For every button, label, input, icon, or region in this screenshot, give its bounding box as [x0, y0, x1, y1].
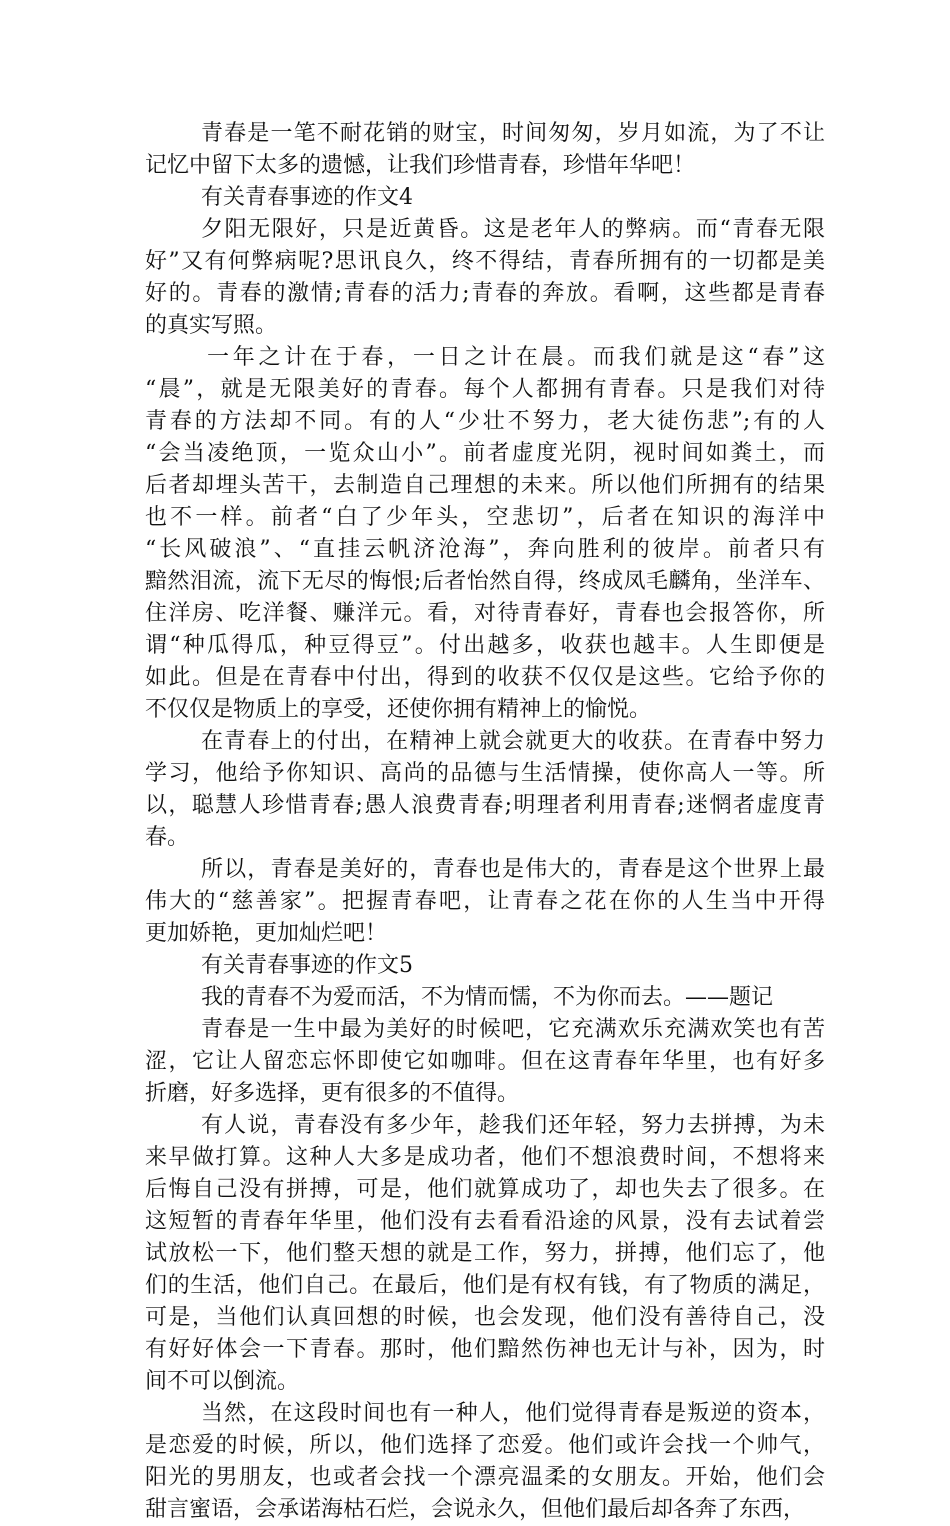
text-line: 是恋爱的时候，所以，他们选择了恋爱。他们或许会找一个帅气，	[145, 1433, 825, 1458]
text-line: 好”又有何弊病呢?思讯良久，终不得结，青春所拥有的一切都是美	[145, 249, 825, 274]
text-line: 学习，他给予你知识、高尚的品德与生活情操，使你高人一等。所	[145, 761, 825, 786]
text-line: 青春的方法却不同。有的人“少壮不努力，老大徒伤悲”;有的人	[145, 409, 825, 434]
text-line: 有人说，青春没有多少年，趁我们还年轻，努力去拼搏，为未	[201, 1113, 825, 1138]
text-line: 夕阳无限好，只是近黄昏。这是老年人的弊病。而“青春无限	[201, 217, 825, 242]
text-line: 更加娇艳，更加灿烂吧！	[145, 921, 388, 946]
text-line: 有关青春事迹的作文4	[201, 185, 413, 210]
text-line: 甜言蜜语，会承诺海枯石烂，会说永久，但他们最后却各奔了东西，	[145, 1497, 806, 1522]
text-line: 们的生活，他们自己。在最后，他们是有权有钱，有了物质的满足，	[145, 1273, 825, 1298]
text-line: 涩，它让人留恋忘怀即使它如咖啡。但在这青春年华里，也有好多	[145, 1049, 825, 1074]
text-line: 后者却埋头苦干，去制造自己理想的未来。所以他们所拥有的结果	[145, 473, 825, 498]
text-line: 这短暂的青春年华里，他们没有去看看沿途的风景，没有去试着尝	[145, 1209, 825, 1234]
text-line: 可是，当他们认真回想的时候，也会发现，他们没有善待自己，没	[145, 1305, 825, 1330]
text-line: 青春是一生中最为美好的时候吧，它充满欢乐充满欢笑也有苦	[201, 1017, 825, 1042]
text-line: 后悔自己没有拼搏，可是，他们就算成功了，却也失去了很多。在	[145, 1177, 825, 1202]
text-line: 当然，在这段时间也有一种人，他们觉得青春是叛逆的资本，	[201, 1401, 825, 1426]
text-line: 不仅仅是物质上的享受，还使你拥有精神上的愉悦。	[145, 697, 652, 722]
text-line: 伟大的“慈善家”。把握青春吧，让青春之花在你的人生当中开得	[145, 889, 825, 914]
text-line: 谓“种瓜得瓜，种豆得豆”。付出越多，收获也越丰。人生即便是	[145, 633, 825, 658]
text-line: 如此。但是在青春中付出，得到的收获不仅仅是这些。它给予你的	[145, 665, 825, 690]
text-line: 所以，青春是美好的，青春也是伟大的，青春是这个世界上最	[201, 857, 825, 882]
text-line: 有好好体会一下青春。那时，他们黯然伤神也无计与补，因为，时	[145, 1337, 825, 1362]
text-line: 间不可以倒流。	[145, 1369, 300, 1394]
text-line: 的真实写照。	[145, 313, 278, 338]
text-line: 记忆中留下太多的遗憾，让我们珍惜青春，珍惜年华吧！	[145, 153, 696, 178]
text-line: 住洋房、吃洋餐、赚洋元。看，对待青春好，青春也会报答你，所	[145, 601, 825, 626]
text-line: 也不一样。前者“白了少年头，空悲切”，后者在知识的海洋中	[145, 505, 825, 530]
text-line: “晨”，就是无限美好的青春。每个人都拥有青春。只是我们对待	[145, 377, 825, 402]
text-line: 在青春上的付出，在精神上就会就更大的收获。在青春中努力	[201, 729, 825, 754]
text-line: 我的青春不为爱而活，不为情而懦，不为你而去。——题记	[201, 985, 774, 1010]
text-line: 试放松一下，他们整天想的就是工作，努力，拼搏，他们忘了，他	[145, 1241, 825, 1266]
text-line: 有关青春事迹的作文5	[201, 953, 413, 978]
text-line: “会当凌绝顶，一览众山小”。前者虚度光阴，视时间如粪土，而	[145, 441, 825, 466]
text-line: 好的。青春的激情;青春的活力;青春的奔放。看啊，这些都是青春	[145, 281, 825, 306]
text-line: 青春是一笔不耐花销的财宝，时间匆匆，岁月如流，为了不让	[201, 121, 825, 146]
text-line: 春。	[145, 825, 190, 850]
text-line: 以，聪慧人珍惜青春;愚人浪费青春;明理者利用青春;迷惘者虚度青	[145, 793, 825, 818]
text-line: 阳光的男朋友，也或者会找一个漂亮温柔的女朋友。开始，他们会	[145, 1465, 825, 1490]
text-line: “长风破浪”、“直挂云帆济沧海”，奔向胜利的彼岸。前者只有	[145, 537, 825, 562]
document-body	[145, 118, 825, 1526]
text-line: 来早做打算。这种人大多是成功者，他们不想浪费时间，不想将来	[145, 1145, 825, 1170]
text-line: 折磨，好多选择，更有很多的不值得。	[145, 1081, 520, 1106]
text-line: 一年之计在于春，一日之计在晨。而我们就是这“春”这	[207, 345, 825, 370]
text-line: 黯然泪流，流下无尽的悔恨;后者怡然自得，终成凤毛麟角，坐洋车、	[145, 569, 825, 594]
